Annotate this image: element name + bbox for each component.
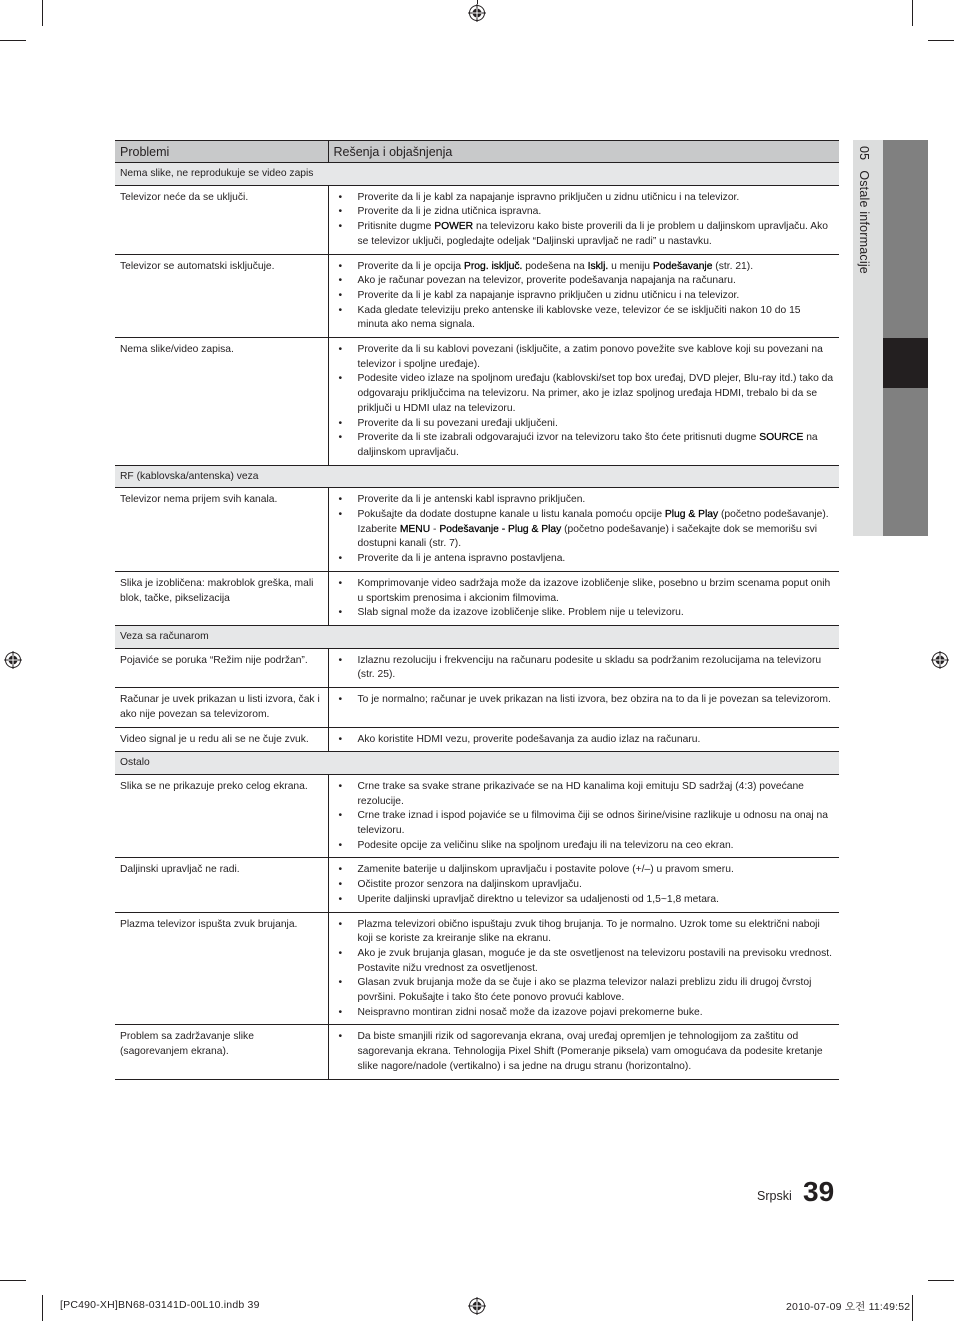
problem-cell: Pojaviće se poruka “Režim nije podržan”. [115,648,328,687]
solution-cell [328,774,839,858]
list-item: • Ako je zvuk brujanja glasan, moguće je da ste osvetljenost na televizoru postavili na previsoku vrednost. Postavite nižu vrednost za osvetljenost. [358,947,835,976]
table-row [115,254,839,338]
solution-cell [328,688,839,727]
crop-mark [42,0,43,26]
table-row [115,571,839,625]
problem-cell: Slika se ne prikazuje preko celog ekrana. [115,774,328,858]
problem-cell: Slika je izobličena: makroblok greška, mali blok, tačke, pikselizacija [115,571,328,625]
crop-mark [0,1280,26,1281]
problem-cell: Plazma televizor ispušta zvuk brujanja. [115,912,328,1025]
list-item: • Podesite opcije za veličinu slike na spoljnom uređaju ili na televizoru na ceo ekran. [358,839,835,854]
list-item: • Proverite da li su povezani uređaji uključeni. [358,417,835,432]
table-row [115,338,839,466]
list-item: • Proverite da li je kabl za napajanje ispravno priključen u zidnu utičnicu i na televizor. [358,289,835,304]
chapter-tab-marker [883,338,928,388]
registration-mark-icon [468,4,486,22]
solution-cell [328,338,839,466]
list-item: • To je normalno; računar je uvek prikazan na listi izvora, bez obzira na to da li je povezan sa televizorom. [358,693,835,708]
problem-cell: Televizor neće da se uključi. [115,185,328,254]
list-item: • Zamenite baterije u daljinskom upravljaču i postavite polove (+/–) u pravom smeru. [358,863,835,878]
crop-mark [42,1295,43,1321]
table-header [115,141,839,163]
troubleshooting-table [115,140,839,1080]
solution-cell [328,858,839,912]
list-item: • Pritisnite dugme POWER na televizoru kako biste proverili da li je problem u daljinskom upravljaču. Ako se televizor uključi, pogledajte odeljak “Daljinski upravljač ne radi” u nastavku. [358,220,835,249]
problem-cell: Problem sa zadržavanje slike (sagorevanjem ekrana). [115,1025,328,1079]
list-item: • Proverite da li je opcija Prog. isključ. podešena na Isklj. u meniju Podešavanje (str. 21). [358,260,835,275]
crop-mark [912,0,913,26]
crop-mark [928,1280,954,1281]
solution-cell [328,1025,839,1079]
list-item: • Ako koristite HDMI vezu, proverite podešavanja za audio izlaz na računaru. [358,733,835,748]
problem-cell: Video signal je u redu ali se ne čuje zvuk. [115,727,328,752]
solution-cell [328,488,839,572]
section-row [115,752,839,775]
table-row [115,1025,839,1079]
table-row [115,727,839,752]
registration-mark-icon [468,1297,486,1315]
list-item: • Ako je računar povezan na televizor, proverite podešavanja napajanja na računaru. [358,274,835,289]
problem-cell: Nema slike/video zapisa. [115,338,328,466]
chapter-label [857,146,871,274]
list-item: • Proverite da li ste izabrali odgovarajući izvor na televizoru tako što ćete pritisnuti dugme SOURCE na daljinskom upravljaču. [358,431,835,460]
problem-cell: Televizor nema prijem svih kanala. [115,488,328,572]
print-file-info: [PC490-XH]BN68-03141D-00L10.indb 39 [60,1299,260,1311]
list-item: • Kada gledate televiziju preko antenske ili kablovske veze, televizor će se isključiti nakon 10 do 15 minuta ako nema signala. [358,304,835,333]
table-row [115,488,839,572]
list-item: • Uperite daljinski upravljač direktno u televizor sa udaljenosti od 1,5~1,8 metara. [358,893,835,908]
header-solution: Rešenja i objašnjenja [328,141,839,163]
section-row [115,465,839,488]
list-item: • Crne trake sa svake strane prikazivaće se na HD kanalima koji emituju SD sadržaj (4:3) povećane rezolucije. [358,780,835,809]
header-problem: Problemi [115,141,328,163]
list-item: • Proverite da li je antenski kabl ispravno priključen. [358,493,835,508]
list-item: • Proverite da li je antena ispravno postavljena. [358,552,835,567]
chapter-number: 05 [857,146,871,161]
table-row [115,688,839,727]
solution-cell [328,648,839,687]
problem-cell: Računar je uvek prikazan u listi izvora, čak i ako nije povezan sa televizorom. [115,688,328,727]
list-item: • Proverite da li je kabl za napajanje ispravno priključen u zidnu utičnicu i na televizor. [358,191,835,206]
table-row [115,185,839,254]
list-item: • Izlaznu rezoluciju i frekvenciju na računaru podesite u skladu sa podržanim rezolucijama na televizoru (str. 25). [358,654,835,683]
crop-mark [0,40,26,41]
table-row [115,648,839,687]
solution-cell [328,254,839,338]
table-row [115,858,839,912]
registration-mark-icon [931,651,949,669]
solution-cell [328,571,839,625]
table-row [115,774,839,858]
section-row [115,625,839,648]
solution-cell [328,185,839,254]
print-timestamp: 2010-07-09 오전 11:49:52 [786,1301,911,1313]
list-item: • Neispravno montiran zidni nosač može da izazove pojavi prekomerne buke. [358,1006,835,1021]
table-row [115,912,839,1025]
list-item: • Pokušajte da dodate dostupne kanale u listu kanala pomoću opcije Plug & Play (početno podešavanje). Izaberite MENU - Podešavanje - Plug & Play (početno podešavanje) i sačekajte dok se memorišu svi dostupni kanali (str. 7). [358,508,835,552]
list-item: • Plazma televizori obično ispuštaju zvuk tihog brujanja. To je normalno. Uzrok tome su električni naboji koji se koriste za kreiranje slike na ekranu. [358,918,835,947]
solution-cell [328,727,839,752]
list-item: • Proverite da li su kablovi povezani (isključite, a zatim ponovo povežite sve kablove koji su povezani na televizor i spoljne uređaje). [358,343,835,372]
problem-cell: Daljinski upravljač ne radi. [115,858,328,912]
list-item: • Slab signal može da izazove izobličenje slike. Problem nije u televizoru. [358,606,835,621]
list-item: • Glasan zvuk brujanja može da se čuje i ako se plazma televizor nalazi preblizu zidu ili drugoj čvrstoj površini. Pokušajte i tako što ćete ponovo provući kablove. [358,976,835,1005]
section-title: Ostalo [115,752,839,775]
crop-mark [912,1295,913,1321]
registration-mark-icon [4,651,22,669]
list-item: • Da biste smanjili rizik od sagorevanja ekrana, ovaj uređaj opremljen je tehnologijom za zaštitu od sagorevanja ekrana. Tehnologija Pixel Shift (Pomeranje piksela) vam omogućava da podesite kretanje slike nagore/nadole (vertikalno) i sa jedne na drugu stranu (horizontalno). [358,1030,835,1074]
section-row [115,163,839,186]
section-title: Veza sa računarom [115,625,839,648]
list-item: • Proverite da li je zidna utičnica ispravna. [358,205,835,220]
section-title: RF (kablovska/antenska) veza [115,465,839,488]
chapter-title: Ostale informacije [857,170,871,274]
list-item: • Podesite video izlaze na spoljnom uređaju (kablovski/set top box uređaj, DVD plejer, Blu-ray itd.) tako da odgovaraju priključcima na televizoru. Na primer, ako je izlaz spoljnog uređaja HDMI, trebalo bi da se priključi u HDMI ulaz na televizoru. [358,372,835,416]
solution-cell [328,912,839,1025]
list-item: • Očistite prozor senzora na daljinskom upravljaču. [358,878,835,893]
problem-cell: Televizor se automatski isključuje. [115,254,328,338]
page-language: Srpski [757,1189,792,1203]
section-title: Nema slike, ne reprodukuje se video zapis [115,163,839,186]
crop-mark [928,40,954,41]
list-item: • Komprimovanje video sadržaja može da izazove izobličenje slike, posebno u brzim scenama poput onih u sportskim prenosima i akcionim filmovima. [358,577,835,606]
list-item: • Crne trake iznad i ispod pojaviće se u filmovima čiji se odnos širine/visine razlikuje u odnosu na onaj na televizoru. [358,809,835,838]
page-number: 39 [803,1176,835,1207]
